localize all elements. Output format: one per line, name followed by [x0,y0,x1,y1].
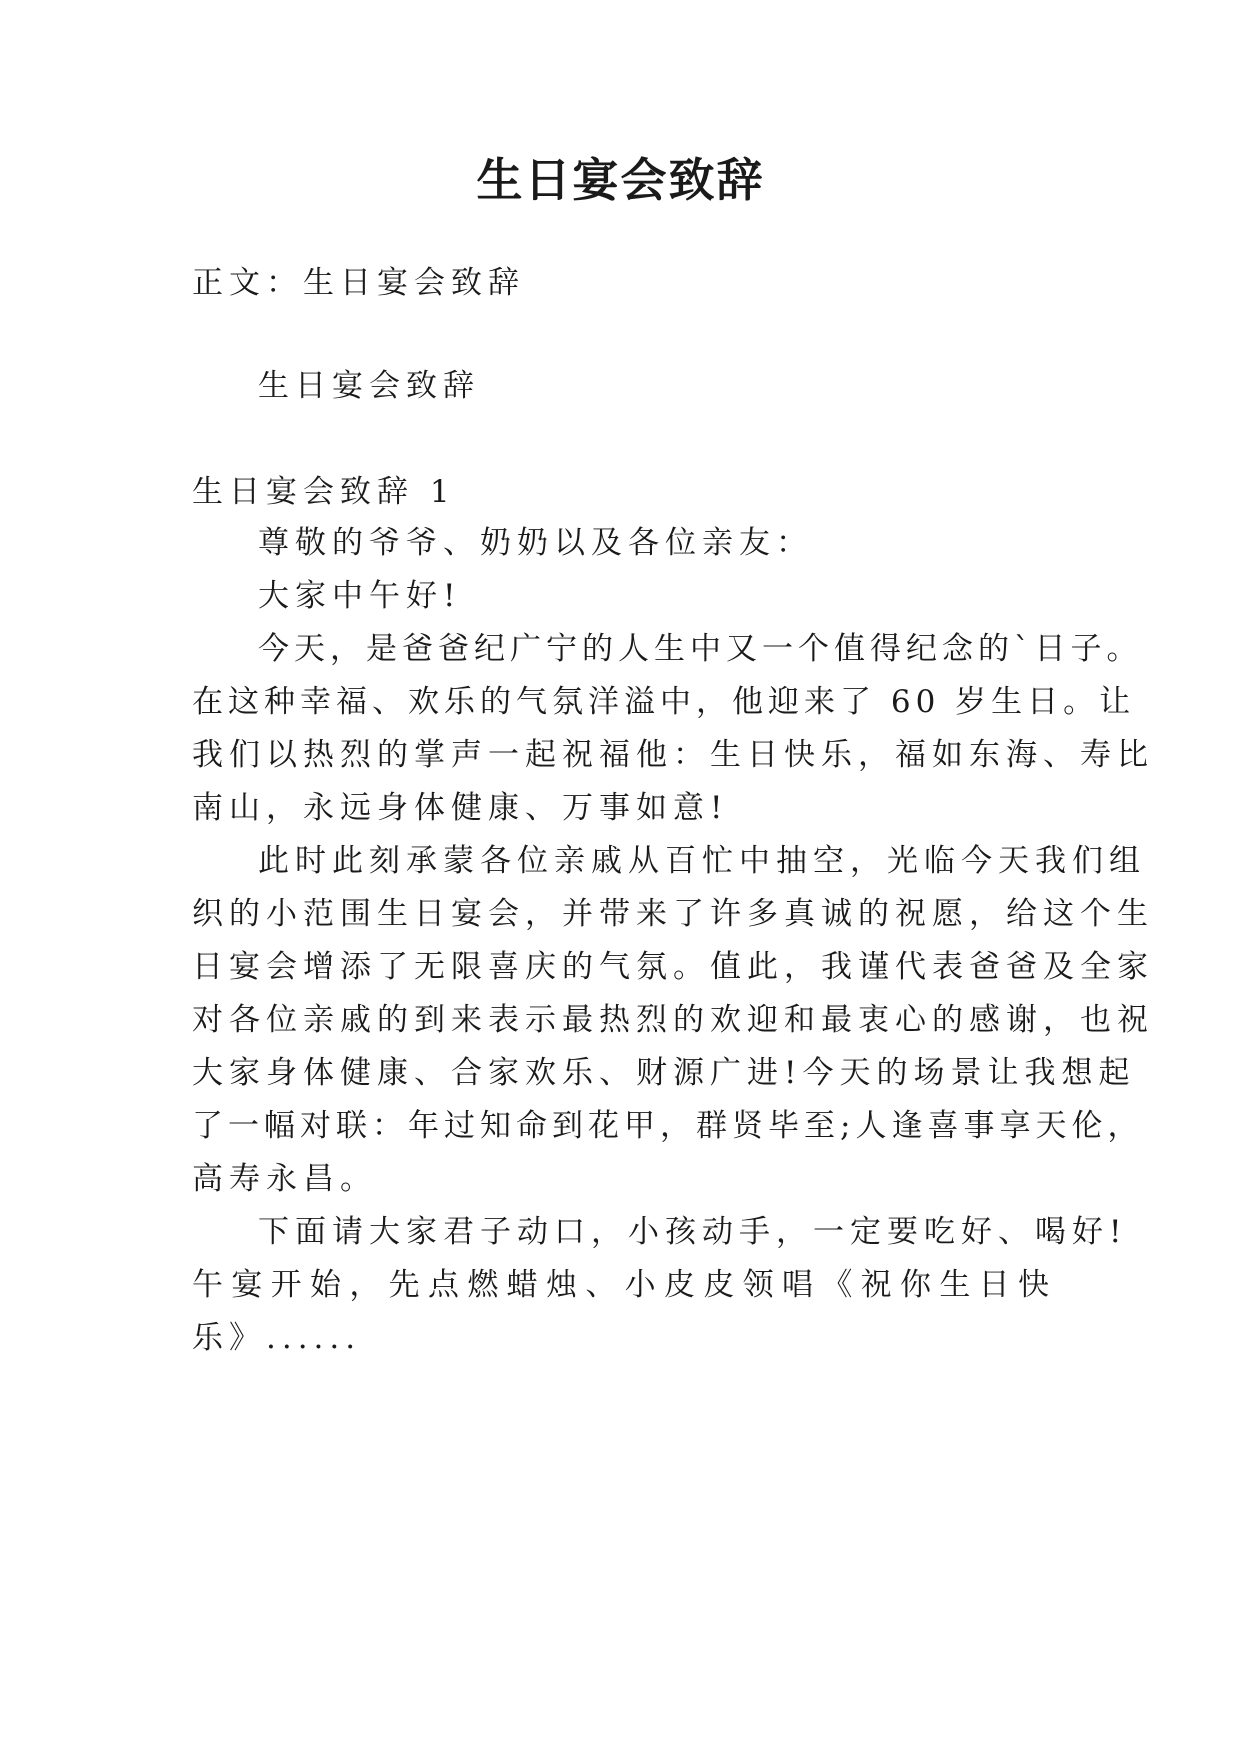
paragraph-line: 了一幅对联：年过知命到花甲，群贤毕至;人逢喜事享天伦， [192,1108,1144,1144]
document-subtitle: 生日宴会致辞 [258,368,480,404]
paragraph-line: 此时此刻承蒙各位亲戚从百忙中抽空，光临今天我们组 [258,843,1146,879]
paragraph-line: 对各位亲戚的到来表示最热烈的欢迎和最衷心的感谢，也祝 [192,1002,1154,1038]
paragraph-line: 日宴会增添了无限喜庆的气氛。值此，我谨代表爸爸及全家 [192,949,1154,985]
paragraph-line: 南山，永远身体健康、万事如意! [192,790,729,826]
paragraph-line: 尊敬的爷爷、奶奶以及各位亲友： [258,525,813,561]
paragraph-line: 织的小范围生日宴会，并带来了许多真诚的祝愿，给这个生 [192,896,1154,932]
paragraph-line: 我们以热烈的掌声一起祝福他：生日快乐，福如东海、寿比 [192,737,1154,773]
paragraph-line: 今天，是爸爸纪广宁的人生中又一个值得纪念的`日子。 [258,631,1143,667]
body-label-line: 正文：生日宴会致辞 [192,265,525,301]
paragraph-line: 高寿永昌。 [192,1161,377,1197]
section-heading: 生日宴会致辞 1 [192,474,456,510]
paragraph-line: 在这种幸福、欢乐的气氛洋溢中，他迎来了 60 岁生日。让 [192,684,1136,720]
document-title: 生日宴会致辞 [476,153,765,207]
paragraph-line: 下面请大家君子动口，小孩动手，一定要吃好、喝好! [258,1214,1128,1250]
paragraph-line: 乐》...... [192,1320,362,1356]
paragraph-line: 午宴开始，先点燃蜡烛、小皮皮领唱《祝你生日快 [192,1267,1052,1303]
paragraph-line: 大家中午好! [258,578,462,614]
paragraph-line: 大家身体健康、合家欢乐、财源广进!今天的场景让我想起 [192,1055,1136,1091]
